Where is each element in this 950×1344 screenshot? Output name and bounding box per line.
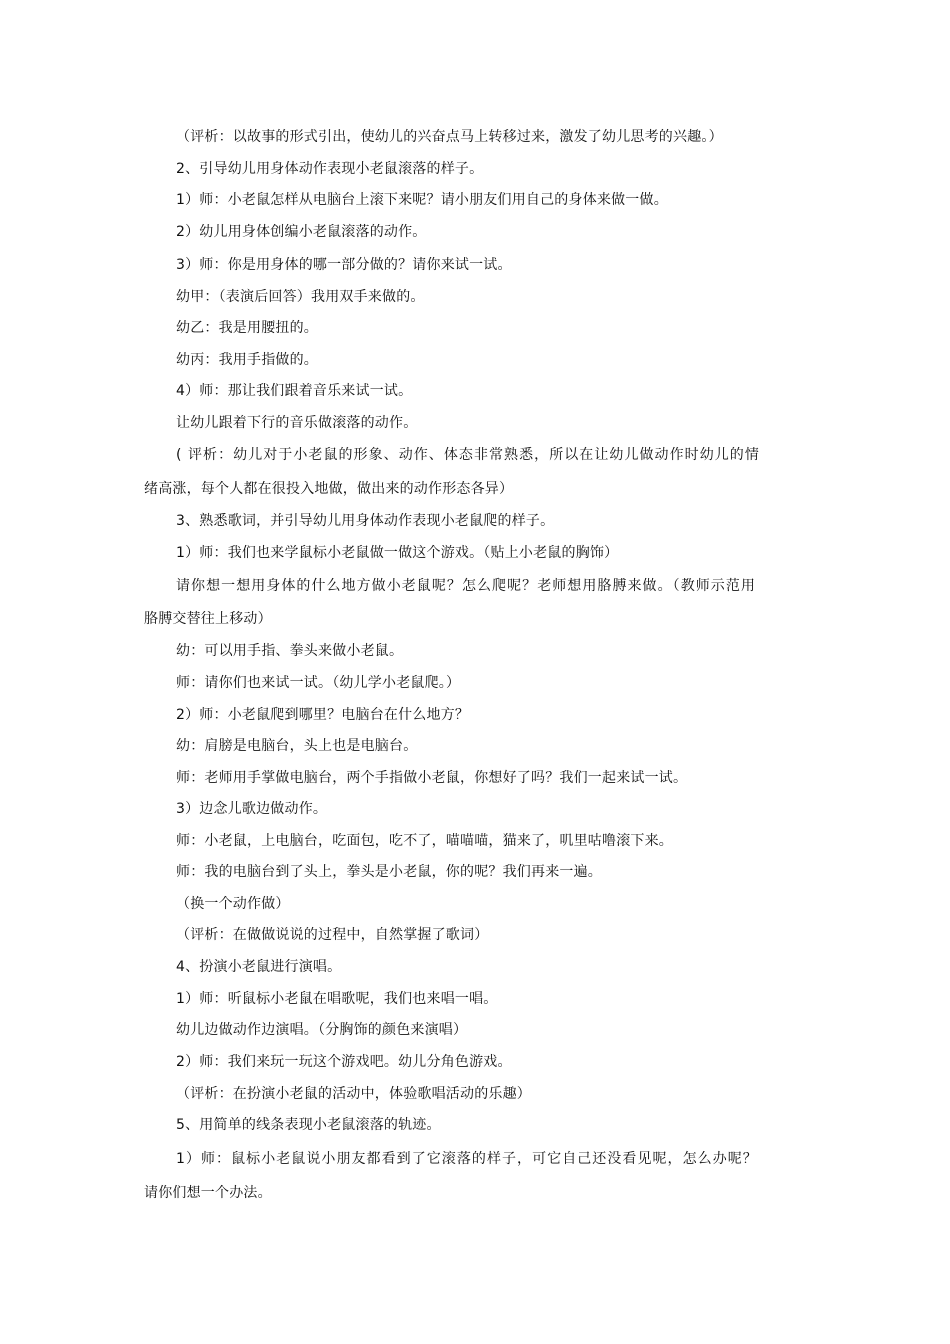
paragraph-p18-line-1: 幼：肩膀是电脑台，头上也是电脑台。	[176, 738, 418, 754]
paragraph-p19-line-1: 师：老师用手掌做电脑台，两个手指做小老鼠，你想好了吗？我们一起来试一试。	[176, 770, 688, 786]
paragraph-p31-line-2: 请你们想一个办法。	[144, 1185, 272, 1201]
paragraph-p24-line-1: （评析：在做做说说的过程中，自然掌握了歌词）	[176, 927, 489, 943]
paragraph-p13-line-1: 1）师：我们也来学鼠标小老鼠做一做这个游戏。（贴上小老鼠的胸饰）	[176, 545, 619, 561]
paragraph-p20-line-1: 3）边念儿歌边做动作。	[176, 801, 328, 817]
paragraph-p17-line-1: 2）师：小老鼠爬到哪里？电脑台在什么地方？	[176, 707, 470, 723]
paragraph-p8-line-1: 幼丙：我用手指做的。	[176, 352, 318, 368]
paragraph-p14-line-2: 胳膊交替往上移动）	[144, 611, 272, 627]
paragraph-p9-line-1: 4）师：那让我们跟着音乐来试一试。	[176, 383, 413, 399]
paragraph-p27-line-1: 幼儿边做动作边演唱。（分胸饰的颜色来演唱）	[176, 1022, 468, 1038]
paragraph-p26-line-1: 1）师：听鼠标小老鼠在唱歌呢，我们也来唱一唱。	[176, 991, 498, 1007]
paragraph-p10-line-1: 让幼儿跟着下行的音乐做滚落的动作。	[176, 415, 418, 431]
paragraph-p2-line-1: 2、引导幼儿用身体动作表现小老鼠滚落的样子。	[176, 161, 484, 177]
paragraph-p11-line-2: 绪高涨，每个人都在很投入地做，做出来的动作形态各异）	[144, 481, 514, 497]
paragraph-p12-line-1: 3、熟悉歌词，并引导幼儿用身体动作表现小老鼠爬的样子。	[176, 513, 555, 529]
paragraph-p30-line-1: 5、用简单的线条表现小老鼠滚落的轨迹。	[176, 1117, 441, 1133]
paragraph-p4-line-1: 2）幼儿用身体创编小老鼠滚落的动作。	[176, 224, 427, 240]
paragraph-p5-line-1: 3）师：你是用身体的哪一部分做的？请你来试一试。	[176, 257, 512, 273]
paragraph-p11-line-1: ( 评析：幼儿对于小老鼠的形象、动作、体态非常熟悉，所以在让幼儿做动作时幼儿的情	[176, 447, 760, 463]
paragraph-p21-line-1: 师：小老鼠，上电脑台，吃面包，吃不了，喵喵喵，猫来了，叽里咕噜滚下来。	[176, 833, 673, 849]
paragraph-p7-line-1: 幼乙：我是用腰扭的。	[176, 320, 318, 336]
paragraph-p3-line-1: 1）师：小老鼠怎样从电脑台上滚下来呢？请小朋友们用自己的身体来做一做。	[176, 192, 668, 208]
paragraph-p16-line-1: 师：请你们也来试一试。（幼儿学小老鼠爬。）	[176, 675, 461, 691]
paragraph-p14-line-1: 请你想一想用身体的什么地方做小老鼠呢？怎么爬呢？老师想用胳膊来做。（教师示范用	[176, 578, 756, 594]
paragraph-p6-line-1: 幼甲：（表演后回答）我用双手来做的。	[176, 289, 425, 305]
paragraph-p28-line-1: 2）师：我们来玩一玩这个游戏吧。幼儿分角色游戏。	[176, 1054, 512, 1070]
paragraph-p1-line-1: （评析：以故事的形式引出，使幼儿的兴奋点马上转移过来，激发了幼儿思考的兴趣。）	[176, 129, 723, 145]
paragraph-p23-line-1: （换一个动作做）	[176, 896, 290, 912]
paragraph-p29-line-1: （评析：在扮演小老鼠的活动中，体验歌唱活动的乐趣）	[176, 1086, 531, 1102]
paragraph-p15-line-1: 幼：可以用手指、拳头来做小老鼠。	[176, 643, 404, 659]
paragraph-p22-line-1: 师：我的电脑台到了头上，拳头是小老鼠，你的呢？我们再来一遍。	[176, 864, 602, 880]
paragraph-p31-line-1: 1）师：鼠标小老鼠说小朋友都看到了它滚落的样子，可它自己还没看见呢，怎么办呢？	[176, 1151, 758, 1167]
paragraph-p25-line-1: 4、扮演小老鼠进行演唱。	[176, 959, 342, 975]
